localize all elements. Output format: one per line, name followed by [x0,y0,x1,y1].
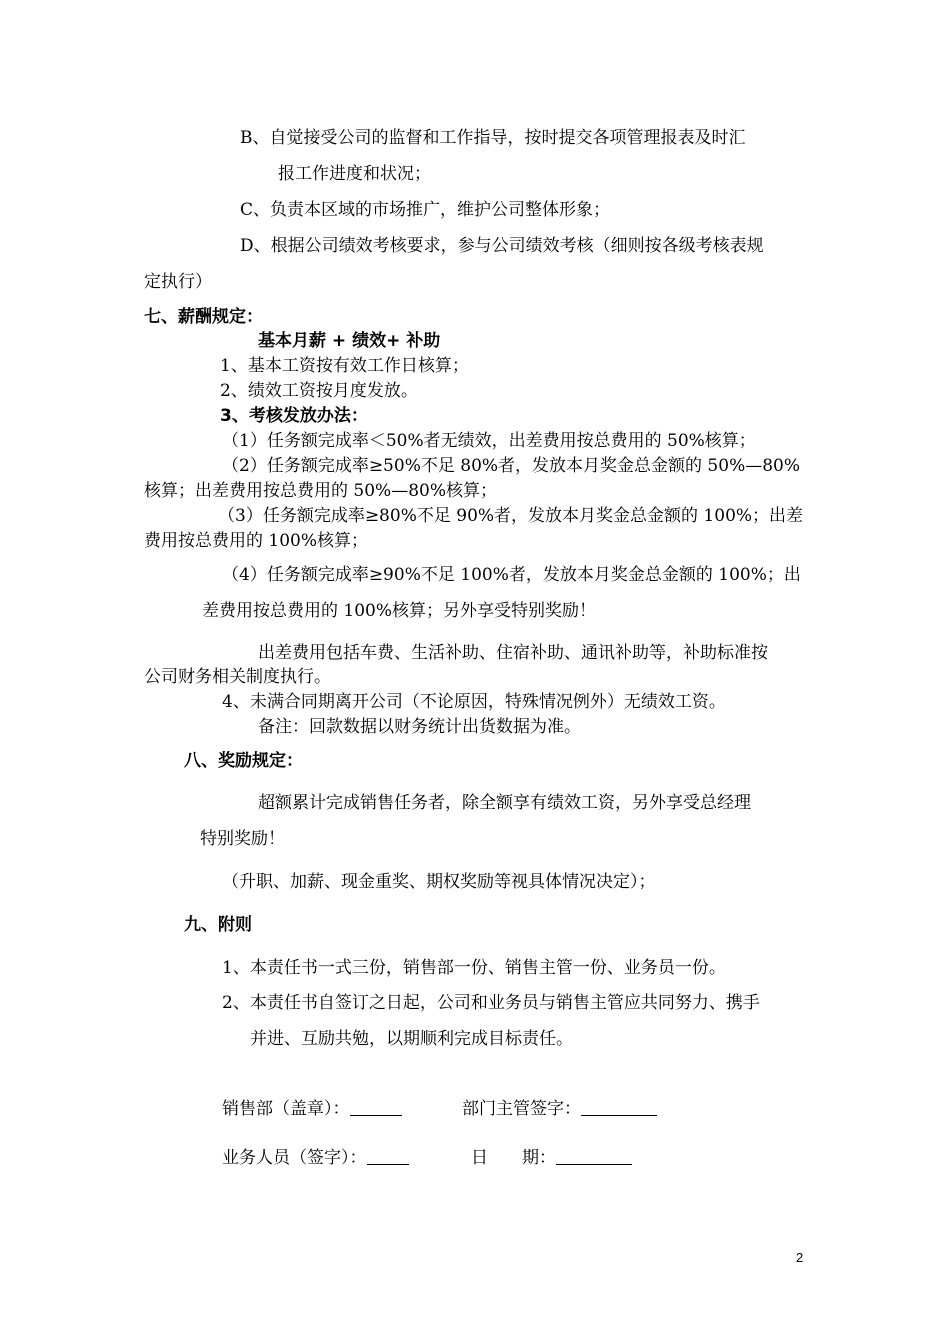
date-blank[interactable] [556,1148,632,1165]
dept-seal-label: 销售部（盖章）： [222,1099,350,1119]
salary-formula: 基本月薪 + 绩效+ 补助 [258,331,441,351]
text-line: 特别奖励！ [200,829,285,849]
subsection-heading: 3、考核发放办法： [220,406,368,426]
text-line: 超额累计完成销售任务者，除全额享有绩效工资，另外享受总经理 [258,793,751,813]
text-line: 出差费用包括车费、生活补助、住宿补助、通讯补助等，补助标准按 [258,643,768,663]
manager-sign-field[interactable] [462,1098,657,1120]
section-heading-rewards: 八、奖励规定： [184,751,303,771]
text-line: 1、本责任书一式三份，销售部一份、销售主管一份、业务员一份。 [222,958,726,978]
manager-sign-blank[interactable] [581,1099,657,1116]
manager-sign-label: 部门主管签字： [462,1099,581,1119]
text-line: 定执行） [144,272,212,292]
text-line: C、负责本区域的市场推广，维护公司整体形象； [240,200,611,220]
staff-sign-blank[interactable] [367,1148,409,1165]
text-line: 并进、互励共勉，以期顺利完成目标责任。 [250,1029,573,1049]
text-line: （4）任务额完成率≥90%不足 100%者，发放本月奖金总金额的 100%；出 [222,565,801,585]
text-line: 2、本责任书自签订之日起，公司和业务员与销售主管应共同努力、携手 [222,993,760,1013]
text-line: B、自觉接受公司的监督和工作指导，按时提交各项管理报表及时汇 [240,128,746,148]
text-line: D、根据公司绩效考核要求，参与公司绩效考核（细则按各级考核表规 [240,236,764,256]
section-heading-appendix: 九、附则 [184,915,252,935]
text-line: 备注：回款数据以财务统计出货数据为准。 [258,717,581,737]
text-line: （2）任务额完成率≥50%不足 80%者，发放本月奖金总金额的 50%—80% [222,456,801,476]
text-line: 1、基本工资按有效工作日核算； [220,356,469,376]
text-line: （升职、加薪、现金重奖、期权奖励等视具体情况决定）； [222,872,656,892]
staff-sign-field[interactable] [222,1147,409,1169]
dept-seal-blank[interactable] [350,1099,402,1116]
page-number: 2 [796,1250,804,1265]
text-line: （1）任务额完成率＜50%者无绩效，出差费用按总费用的 50%核算； [222,431,756,451]
dept-seal-field[interactable] [222,1098,402,1120]
text-line: 差费用按总费用的 100%核算；另外享受特别奖励！ [202,601,597,621]
text-line: 核算；出差费用按总费用的 50%—80%核算； [144,481,497,501]
text-line: 2、绩效工资按月度发放。 [220,381,418,401]
text-line: （3）任务额完成率≥80%不足 90%者，发放本月奖金总金额的 100%；出差 [218,506,804,526]
text-line: 4、未满合同期离开公司（不论原因，特殊情况例外）无绩效工资。 [222,692,726,712]
text-line: 公司财务相关制度执行。 [144,667,331,687]
staff-sign-label: 业务人员（签字）： [222,1148,367,1168]
section-heading-salary: 七、薪酬规定： [144,307,263,327]
text-line: 报工作进度和状况； [278,164,431,184]
date-field[interactable] [471,1147,632,1169]
text-line: 费用按总费用的 100%核算； [144,531,369,551]
date-label: 日 期： [471,1148,556,1168]
